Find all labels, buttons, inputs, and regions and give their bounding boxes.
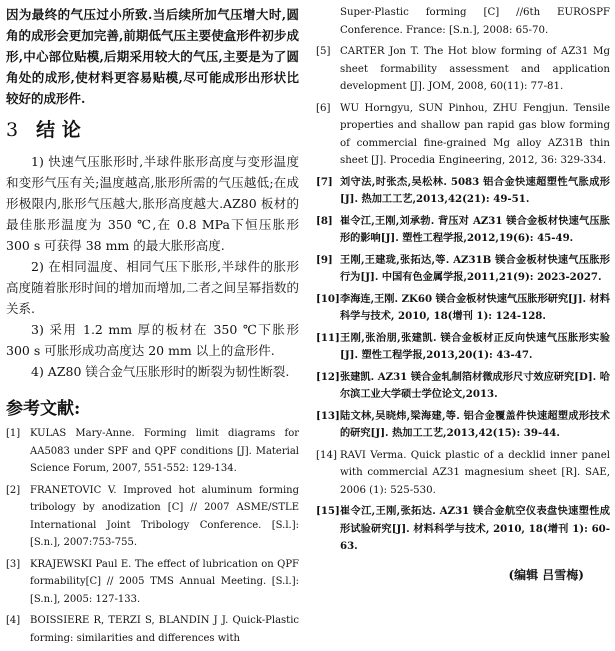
reference-item xyxy=(316,330,610,365)
reference-text: 崔令江,王刚,刘承勃. 背压对 AZ31 镁合金板材快速气压胀形的影响[J]. 塑性工程学报,2012,19(6): 45-49. xyxy=(340,214,610,244)
reference-number: [3] xyxy=(6,558,21,570)
reference-item xyxy=(6,612,299,647)
conclusion-2: 2) 在相同温度、相同气压下胀形,半球件的胀形高度随着胀形时间的增加而增加,二者之间呈幂指数的关系. xyxy=(6,259,299,316)
reference-number: [14] xyxy=(316,449,337,461)
reference-item xyxy=(316,503,610,556)
reference-text: Super-Plastic forming [C] //6th EUROSPF Conference. France: [S.n.], 2008: 65-70. xyxy=(340,7,610,36)
reference-item xyxy=(316,43,610,96)
reference-text: BOISSIERE R, TERZI S, BLANDIN J J. Quick-Plastic forming: similarities and differences with xyxy=(30,615,299,644)
reference-item xyxy=(316,447,610,500)
reference-text: RAVI Verma. Quick plastic of a decklid inner panel with commercial AZ31 magnesium sheet [R]. SAE, 2006 (1): 525-530. xyxy=(340,449,610,496)
reference-number: [13] xyxy=(316,409,340,422)
reference-number: [2] xyxy=(6,484,21,496)
reference-text: 李海连,王刚. ZK60 镁合金板材快速气压胀形研究[J]. 材料科学与技术, 2010, 18(增刊 1): 124-128. xyxy=(340,292,610,322)
reference-text: 王刚,张治朋,张建凯. 镁合金板材正反向快速气压胀形实验[J]. 塑性工程学报,2013,20(1): 43-47. xyxy=(340,331,610,361)
reference-number: [1] xyxy=(6,428,21,439)
reference-number: [6] xyxy=(316,102,331,114)
reference-text: 刘守法,时张杰,吴松林. 5083 铝合金快速超塑性气胀成形[J]. 热加工工艺,2013,42(21): 49-51. xyxy=(340,175,610,205)
reference-item xyxy=(316,174,610,209)
references-heading: 参考文献: xyxy=(6,399,81,419)
conclusion-3: 3) 采用 1.2 mm 厚的板材在 350 ℃下胀形 300 s 可胀形成功高度达 20 mm 以上的盒形件. xyxy=(6,322,299,358)
reference-number: [9] xyxy=(316,253,333,266)
reference-number: [8] xyxy=(316,214,333,227)
reference-number: [4] xyxy=(6,615,21,626)
reference-number: [12] xyxy=(316,370,340,383)
reference-number: [10] xyxy=(316,292,340,305)
reference-item xyxy=(6,482,299,552)
conclusion-1: 1) 快速气压胀形时,半球件胀形高度与变形温度和变形气压有关;温度越高,胀形所需的气压越低;在成形极限内,胀形气压越大,胀形高度越大.AZ80 板材的最佳胀形温度为 350 ℃,在 0.8 MPa下恒压胀形 300 s 可获得 38 mm 的最大胀形高度. xyxy=(6,154,299,253)
reference-item xyxy=(316,252,610,287)
reference-text: 崔令江,王刚,张拓达. AZ31 镁合金航空仪表盘快速塑性成形试验研究[J]. 材料科学与技术, 2010, 18(增刊 1): 60-63. xyxy=(340,505,610,552)
reference-item xyxy=(316,369,610,404)
section-number: 3 xyxy=(6,119,19,141)
right-column xyxy=(316,4,610,583)
left-column xyxy=(6,4,299,651)
reference-text: KULAS Mary-Anne. Forming limit diagrams for AA5083 under SPF and QPF conditions [J]. Material Science Forum, 2007, 551-552: 129-134. xyxy=(30,428,299,474)
section-heading xyxy=(6,117,299,143)
reference-text: KRAJEWSKI Paul E. The effect of lubrication on QPF formability[C] // 2005 TMS Annual Meeting. [S.l.]: [S.n.], 2005: 127-133. xyxy=(30,558,299,605)
reference-item xyxy=(6,556,299,609)
conclusion-4: 4) AZ80 镁合金气压胀形时的断裂为韧性断裂. xyxy=(31,364,290,379)
reference-item xyxy=(6,425,299,478)
intro-paragraph: 因为最终的气压过小所致.当后续所加气压增大时,圆角的成形会更加完善,前期低气压主要使盒形件初步成形,中心部位贴模,后期采用较大的气压,主要是为了圆角处的成形,使材料更容易贴模,尽可能成形出形状比较好的成形件. xyxy=(6,7,299,106)
reference-text: CARTER Jon T. The Hot blow forming of AZ31 Mg sheet formability assessment and application development [J]. JOM, 2008, 60(11): 77-81. xyxy=(340,46,610,92)
reference-number: [15] xyxy=(316,505,340,517)
reference-number: [11] xyxy=(316,331,340,344)
editor-note: (编辑 吕雪梅) xyxy=(508,567,584,582)
reference-item xyxy=(316,100,610,170)
reference-text: FRANETOVIC V. Improved hot aluminum forming tribology by anodization [C] // 2007 ASME/STLE International Joint Tribology Conference. [S.l.]: [S.n.], 2007:753-755. xyxy=(30,484,299,548)
reference-number xyxy=(316,4,340,39)
reference-item xyxy=(316,291,610,326)
reference-text: 王刚,王建珑,张拓达,等. AZ31B 镁合金板材快速气压胀形行为[J]. 中国有色金属学报,2011,21(9): 2023-2027. xyxy=(340,253,610,283)
reference-item xyxy=(316,213,610,248)
reference-number: [5] xyxy=(316,46,331,57)
reference-text: 陆文林,吴晓炜,梁海建,等. 铝合金覆盖件快速超塑成形技术的研究[J]. 热加工工艺,2013,42(15): 39-44. xyxy=(340,409,610,439)
reference-number: [7] xyxy=(316,175,333,188)
reference-item xyxy=(316,4,610,39)
reference-item xyxy=(316,408,610,443)
reference-text: 张建凯. AZ31 镁合金轧制箔材微成形尺寸效应研究[D]. 哈尔滨工业大学硕士学位论文,2013. xyxy=(340,370,610,400)
section-title: 结 论 xyxy=(36,119,81,141)
reference-text: WU Horngyu, SUN Pinhou, ZHU Fengjun. Tensile properties and shallow pan rapid gas blow forming of commercial fine-grained Mg alloy AZ31B thin sheet [J]. Procedia Engineering, 2012, 36: 329-334. xyxy=(340,102,610,166)
